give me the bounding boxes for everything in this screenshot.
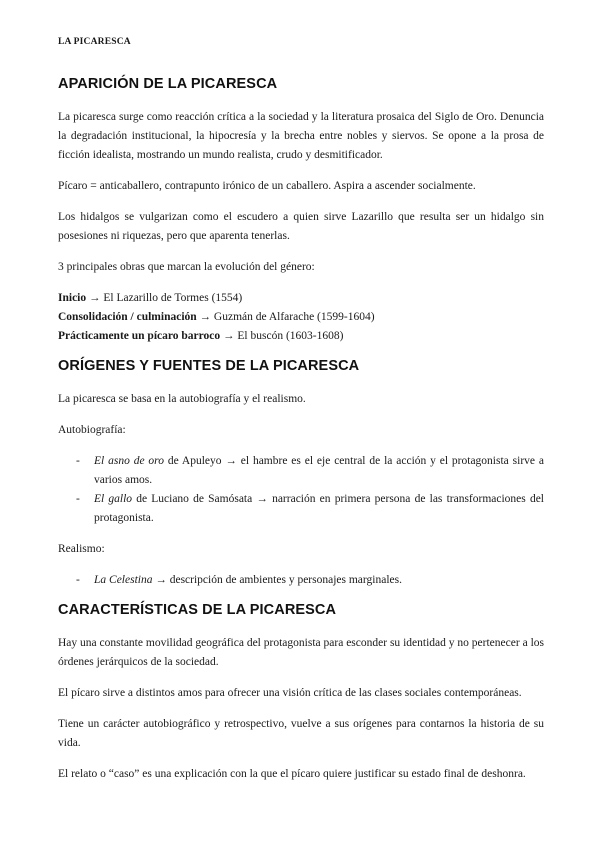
- work-stage-label: Consolidación / culminación: [58, 311, 197, 323]
- paragraph: Hay una constante movilidad geográfica del protagonista para esconder su identidad y no pertenecer a los órdenes jerárquicos de la sociedad.: [58, 637, 544, 668]
- list-item: [58, 490, 544, 528]
- running-header: LA PICARESCA: [58, 37, 131, 47]
- paragraph: Tiene un carácter autobiográfico y retrospectivo, vuelve a sus orígenes para contarnos la historia de su vida.: [58, 718, 544, 749]
- section-title-aparicion: APARICIÓN DE LA PICARESCA: [58, 76, 278, 92]
- arrow-icon: →: [199, 311, 212, 323]
- dash-bullet: -: [76, 493, 80, 505]
- section-title-origenes: ORÍGENES Y FUENTES DE LA PICARESCA: [58, 358, 360, 374]
- list-item: [58, 571, 544, 590]
- work-line: [58, 327, 544, 346]
- list-item: [58, 452, 544, 490]
- work-title: La Celestina: [94, 574, 153, 586]
- work-line: [58, 289, 544, 308]
- paragraph: El pícaro sirve a distintos amos para ofrecer una visión crítica de las clases sociales contemporáneas.: [58, 687, 522, 699]
- work-line: [58, 308, 544, 327]
- work-title: El Lazarillo de Tormes (1554): [103, 292, 243, 304]
- item-text: → descripción de ambientes y personajes marginales.: [152, 574, 402, 586]
- subheading-realismo: Realismo:: [58, 543, 105, 555]
- item-text: de Apuleyo → el hambre es el eje central de la acción y el protagonista sirve a varios amos.: [94, 455, 544, 486]
- paragraph: La picaresca surge como reacción crítica a la sociedad y la literatura prosaica del Siglo de Oro. Denuncia la degradación institucional, la hipocresía y la brecha entre nobles y siervos. Se opone a la prosa de ficción idealista, mostrando un mundo realista, crudo y desmitificador.: [58, 111, 544, 161]
- work-title: El buscón (1603-1608): [237, 330, 344, 342]
- paragraph: 3 principales obras que marcan la evolución del género:: [58, 261, 315, 273]
- paragraph: Los hidalgos se vulgarizan como el escudero a quien sirve Lazarillo que resulta ser un hidalgo sin posesiones ni riquezas, pero que aparenta tenerlas.: [58, 211, 544, 242]
- work-title: El gallo: [94, 493, 133, 505]
- arrow-icon: →: [223, 330, 235, 342]
- paragraph: La picaresca se basa en la autobiografía y el realismo.: [58, 393, 306, 405]
- work-title: Guzmán de Alfarache (1599-1604): [213, 311, 375, 323]
- item-text: de Luciano de Samósata → narración en primera persona de las transformaciones del protagonista.: [94, 493, 544, 524]
- paragraph: El relato o “caso” es una explicación con la que el pícaro quiere justificar su estado final de deshonra.: [58, 768, 526, 780]
- subheading-autobiografia: Autobiografía:: [58, 424, 126, 436]
- work-title: El asno de oro: [94, 455, 164, 467]
- works-list: [58, 289, 544, 346]
- section-title-caracteristicas: CARACTERÍSTICAS DE LA PICARESCA: [58, 602, 337, 618]
- realismo-list: [58, 571, 544, 590]
- paragraph: Pícaro = anticaballero, contrapunto irónico de un caballero. Aspira a ascender socialmente.: [58, 180, 476, 192]
- work-stage-label: Prácticamente un pícaro barroco: [58, 330, 221, 342]
- work-stage-label: Inicio: [58, 292, 87, 304]
- arrow-icon: →: [89, 292, 101, 304]
- document-body: [58, 76, 544, 796]
- dash-bullet: -: [76, 455, 80, 467]
- dash-bullet: -: [76, 574, 80, 586]
- autobiografia-list: [58, 452, 544, 528]
